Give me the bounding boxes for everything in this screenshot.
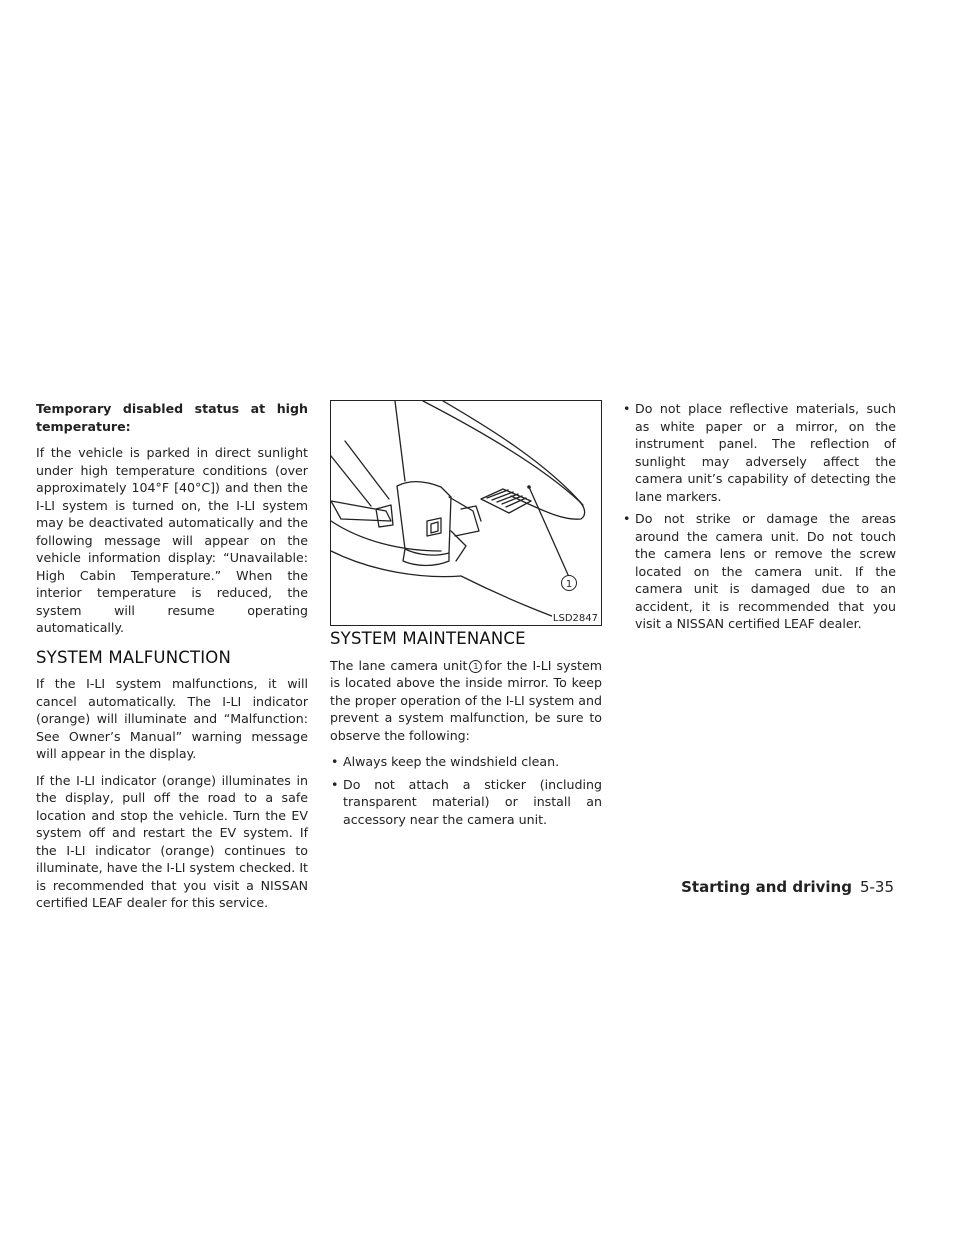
malfunction-paragraph-1: If the I-LI system malfunctions, it will cancel automatically. The I-LI indicator (orange) will illuminate and “Malfunction: See Owner’s Manual” warning message will appear in the display.	[36, 676, 308, 761]
page-footer	[681, 878, 894, 896]
left-column	[36, 400, 308, 921]
footer-section-title: Starting and driving	[681, 878, 852, 896]
system-malfunction-heading: SYSTEM MALFUNCTION	[36, 647, 232, 667]
maintenance-bullets-continued	[622, 400, 896, 633]
system-maintenance-heading: SYSTEM MAINTENANCE	[330, 629, 526, 648]
callout-1-label: 1	[565, 579, 573, 590]
camera-unit-illustration	[330, 400, 602, 626]
temp-disabled-paragraph: If the vehicle is parked in direct sunlight under high temperature conditions (over approximately 104°F [40°C]) and then the I-LI system is turned on, the I-LI system may be deactivated automatically and the following message will appear on the vehicle information display: “Unavailable: High Cabin Temperature.” When the interior temperature is reduced, the system will resume operating automatically.	[36, 445, 308, 635]
maintenance-text-start: The lane camera unit	[330, 657, 468, 673]
list-item: • Do not attach a sticker (including transparent material) or install an accessory near the camera unit.	[330, 776, 602, 829]
camera-unit-drawing	[331, 401, 602, 626]
list-item: • Do not strike or damage the areas around the camera unit. Do not touch the camera lens or remove the screw located on the camera unit. If the camera unit is damaged due to an accident, it is recommended that you visit a NISSAN certified LEAF dealer.	[622, 510, 896, 633]
list-item: • Do not place reflective materials, such as white paper or a mirror, on the instrument panel. The reflection of sunlight may adversely affect the camera unit’s capability of detecting the lane markers.	[622, 400, 896, 505]
callout-marker: 1	[469, 660, 482, 673]
maintenance-text-end: for the I-LI system is located above the inside mirror. To keep the proper operation of the I-LI system and prevent a system malfunction, be sure to observe the following:	[330, 657, 602, 743]
right-column	[622, 400, 896, 638]
temp-disabled-subhead: Temporary disabled status at high temperature:	[36, 401, 308, 434]
middle-column	[330, 400, 602, 833]
malfunction-paragraph-2: If the I-LI indicator (orange) illuminates in the display, pull off the road to a safe location and stop the vehicle. Turn the EV system off and restart the EV system. If the I-LI indicator (orange) continues to illuminate, have the I-LI system checked. It is recommended that you visit a NISSAN certified LEAF dealer for this service.	[36, 772, 308, 910]
figure-code: LSD2847	[552, 613, 598, 624]
maintenance-bullets	[330, 753, 602, 828]
page-number: 5-35	[859, 878, 894, 896]
maintenance-paragraph	[330, 657, 602, 745]
list-item: • Always keep the windshield clean.	[330, 753, 602, 771]
